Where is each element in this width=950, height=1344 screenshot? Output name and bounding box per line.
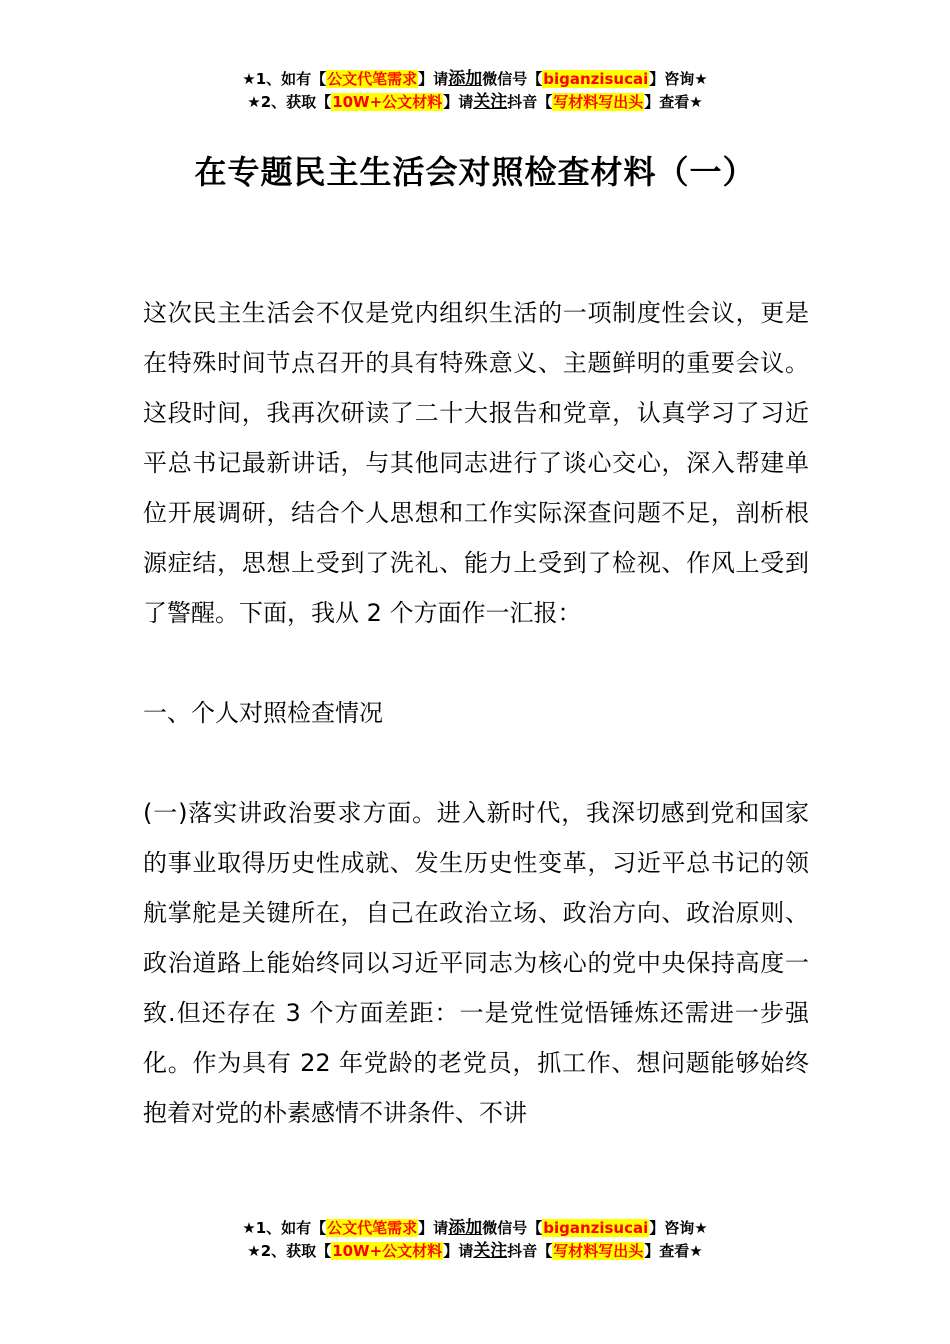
promo-highlight: 写材料写出头 xyxy=(553,1242,644,1260)
promo-highlight: 公文代笔需求 xyxy=(327,1219,418,1237)
promo-line-2: ★2、获取【10W+公文材料】请关注抖音【写材料写出头】查看★ xyxy=(247,1241,703,1261)
promo-line-2: ★2、获取【10W+公文材料】请关注抖音【写材料写出头】查看★ xyxy=(247,92,703,112)
promo-highlight: biganzisucai xyxy=(543,1219,649,1237)
intro-paragraph: 这次民主生活会不仅是党内组织生活的一项制度性会议，更是在特殊时间节点召开的具有特殊意义、主题鲜明的重要会议。这段时间，我再次研读了二十大报告和党章，认真学习了习近平总书记最新讲话，与其他同志进行了谈心交心，深入帮建单位开展调研，结合个人思想和工作实际深查问题不足，剖析根源症结，思想上受到了洗礼、能力上受到了检视、作风上受到了警醒。下面，我从 2 个方面作一汇报： xyxy=(143,299,809,627)
promo-highlight: 写材料写出头 xyxy=(553,93,644,111)
document-body xyxy=(143,288,809,1138)
promo-line-1: ★1、如有【公文代笔需求】请添加微信号【biganzisucai】咨询★ xyxy=(242,1218,708,1238)
promo-highlight: 公文代笔需求 xyxy=(327,70,418,88)
section-heading: 一、个人对照检查情况 xyxy=(143,699,383,727)
promo-highlight: 10W+公文材料 xyxy=(332,1242,443,1260)
section-paragraph: (一)落实讲政治要求方面。进入新时代，我深切感到党和国家的事业取得历史性成就、发生历史性变革，习近平总书记的领航掌舵是关键所在，自己在政治立场、政治方向、政治原则、政治道路上能始终同以习近平同志为核心的党中央保持高度一致.但还存在 3 个方面差距：一是党性觉悟锤炼还需进一步强化。作为具有 22 年党龄的老党员，抓工作、想问题能够始终抱着对党的朴素感情不讲条件、不讲 xyxy=(143,799,809,1127)
promo-highlight: biganzisucai xyxy=(543,70,649,88)
document-title: 在专题民主生活会对照检查材料（一） xyxy=(194,153,756,191)
footer-promo-banner xyxy=(0,1217,950,1263)
promo-line-1: ★1、如有【公文代笔需求】请添加微信号【biganzisucai】咨询★ xyxy=(242,69,708,89)
header-promo-banner xyxy=(0,68,950,114)
promo-highlight: 10W+公文材料 xyxy=(332,93,443,111)
